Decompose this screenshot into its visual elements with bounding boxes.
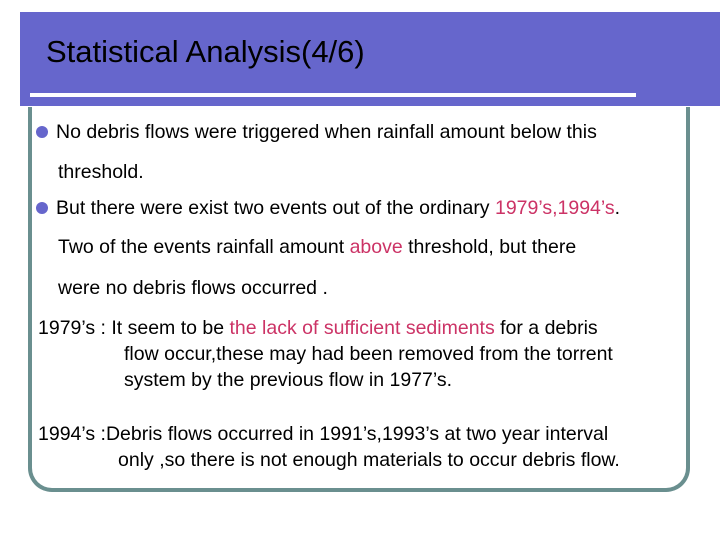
bullet-dot-icon [36, 202, 48, 214]
bullet2-line2-end: threshold, but there [402, 236, 577, 258]
slide-title: Statistical Analysis(4/6) [46, 34, 365, 69]
note1979-line2: flow occur,these may had been removed from the torrent [124, 343, 613, 365]
bullet2-line2 [58, 235, 576, 259]
note1979-line1 [38, 316, 598, 340]
note1979-highlight: the lack of sufficient sediments [229, 317, 495, 339]
note1979-line1-text: 1979’s : It seem to be [38, 317, 230, 339]
bullet1-line2: threshold. [58, 161, 144, 183]
bullet1-line1: No debris flows were triggered when rainfall amount below this [56, 121, 597, 143]
bullet2-highlight-above: above [349, 236, 403, 258]
bullet2-line1-text: But there were exist two events out of the ordinary [56, 197, 495, 219]
bullet2-line3: were no debris flows occurred . [58, 277, 328, 299]
bullet-dot-icon [36, 126, 48, 138]
note1979-line1-end: for a debris [494, 317, 598, 339]
title-underline [30, 93, 636, 97]
bullet2-highlight-years: 1979’s,1994’s [494, 197, 615, 219]
note1994-line1: 1994’s :Debris flows occurred in 1991’s,1993’s at two year interval [38, 423, 609, 445]
bullet2-line1-end: . [614, 197, 621, 219]
note1979-line3: system by the previous flow in 1977’s. [124, 369, 453, 391]
bullet2-line2-text: Two of the events rainfall amount [58, 236, 350, 258]
note1994-line2: only ,so there is not enough materials to occur debris flow. [118, 449, 620, 471]
bullet2-line1 [56, 196, 620, 220]
